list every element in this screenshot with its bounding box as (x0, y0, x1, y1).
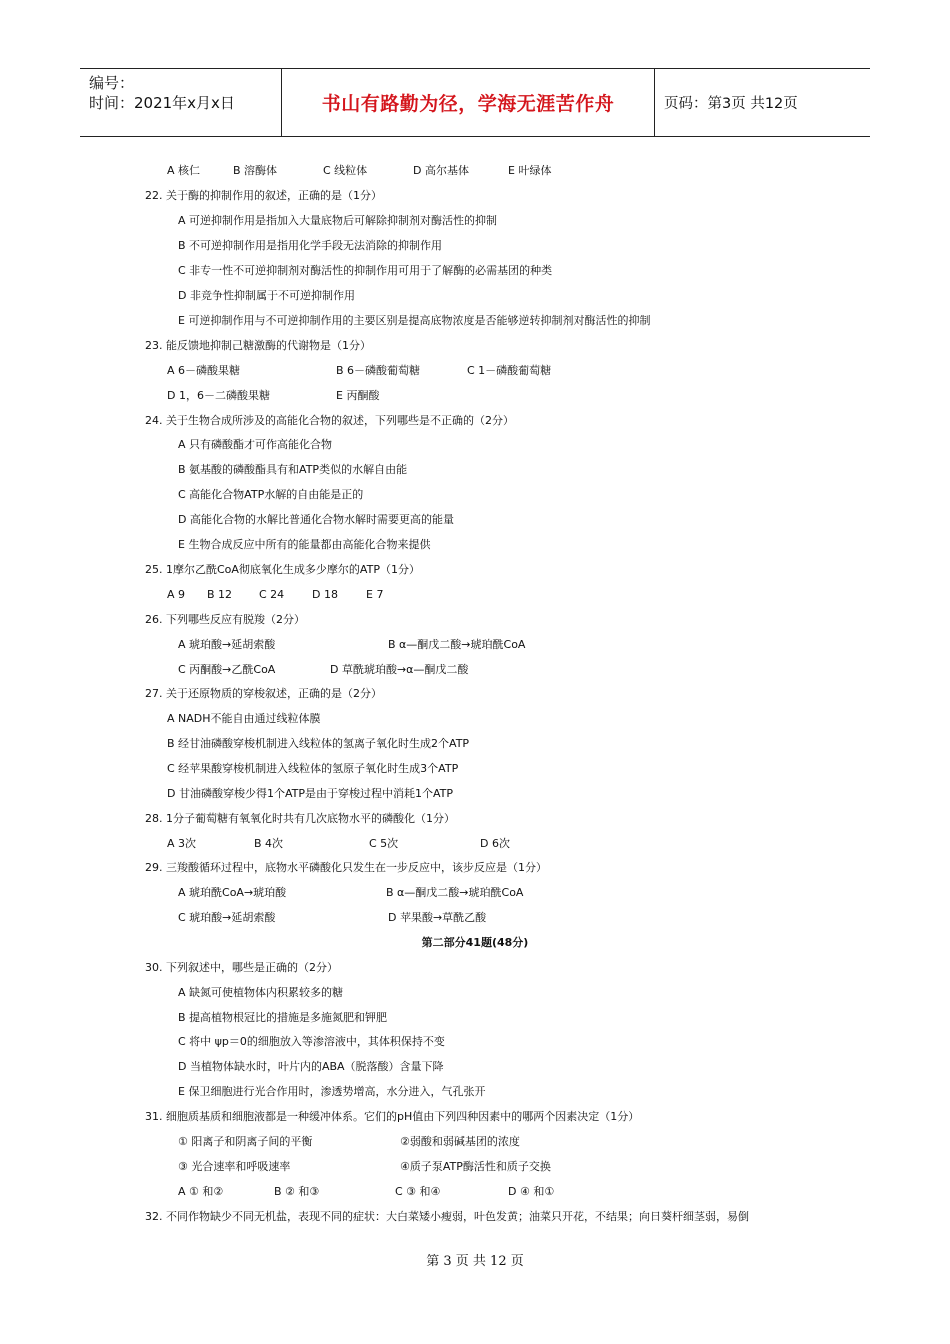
q31-option-d: D ④ 和① (508, 1185, 555, 1198)
section-title: 第二部分41题(48分) (421, 936, 529, 949)
q31-factor-1: ① 阳离子和阴离子间的平衡 (178, 1135, 313, 1148)
q26-option-b: B α—酮戊二酸→琥珀酰CoA (388, 638, 526, 651)
q22-option-b: B 不可逆抑制作用是指用化学手段无法消除的抑制作用 (178, 239, 443, 252)
q22-option-d: D 非竞争性抑制属于不可逆抑制作用 (178, 289, 355, 302)
q22-option-a: A 可逆抑制作用是指加入大量底物后可解除抑制剂对酶活性的抑制 (178, 214, 498, 227)
q29-option-a: A 琥珀酰CoA→琥珀酸 (178, 886, 287, 899)
q22-option-e: E 可逆抑制作用与不可逆抑制作用的主要区别是提高底物浓度是否能够逆转抑制剂对酶活性的抑制 (178, 314, 651, 327)
q28-stem: 28. 1分子葡萄糖有氧氧化时共有几次底物水平的磷酸化（1分） (145, 812, 455, 825)
q25-option-d: D 18 (312, 588, 338, 601)
q27-option-d: D 甘油磷酸穿梭少得1个ATP是由于穿梭过程中消耗1个ATP (167, 787, 454, 800)
q27-option-b: B 经甘油磷酸穿梭机制进入线粒体的氢离子氧化时生成2个ATP (167, 737, 470, 750)
q28-option-a: A 3次 (167, 837, 197, 850)
q21-option-b: B 溶酶体 (233, 164, 278, 177)
q23-option-d: D 1，6－二磷酸果糖 (167, 389, 270, 402)
q27-option-a: A NADH不能自由通过线粒体膜 (167, 712, 321, 725)
q21-option-d: D 高尔基体 (413, 164, 469, 177)
q25-option-c: C 24 (259, 588, 285, 601)
q25-stem: 25. 1摩尔乙酰CoA彻底氧化生成多少摩尔的ATP（1分） (145, 563, 420, 576)
q25-option-a: A 9 (167, 588, 186, 601)
q30-option-e: E 保卫细胞进行光合作用时，渗透势增高，水分进入，气孔张开 (178, 1085, 486, 1098)
q30-option-b: B 提高植物根冠比的措施是多施氮肥和钾肥 (178, 1011, 388, 1024)
q29-option-d: D 苹果酸→草酰乙酸 (388, 911, 487, 924)
q31-factor-3: ③ 光合速率和呼吸速率 (178, 1160, 291, 1173)
q27-option-c: C 经苹果酸穿梭机制进入线粒体的氢原子氧化时生成3个ATP (167, 762, 459, 775)
code-label: 编号： (89, 74, 135, 92)
q31-option-b: B ② 和③ (274, 1185, 320, 1198)
q31-factor-2: ②弱酸和弱碱基团的浓度 (400, 1135, 520, 1148)
q31-option-c: C ③ 和④ (395, 1185, 441, 1198)
q24-option-d: D 高能化合物的水解比普通化合物水解时需要更高的能量 (178, 513, 454, 526)
q21-option-a: A 核仁 (167, 164, 201, 177)
q22-stem: 22. 关于酶的抑制作用的叙述，正确的是（1分） (145, 189, 382, 202)
q23-option-c: C 1－磷酸葡萄糖 (467, 364, 552, 377)
q28-option-d: D 6次 (480, 837, 510, 850)
q25-option-b: B 12 (207, 588, 233, 601)
q27-stem: 27. 关于还原物质的穿梭叙述，正确的是（2分） (145, 687, 382, 700)
q21-option-e: E 叶绿体 (508, 164, 552, 177)
q31-option-a: A ① 和② (178, 1185, 224, 1198)
q26-option-a: A 琥珀酸→延胡索酸 (178, 638, 276, 651)
q29-stem: 29. 三羧酸循环过程中，底物水平磷酸化只发生在一步反应中，该步反应是（1分） (145, 861, 547, 874)
q24-option-b: B 氨基酸的磷酸酯具有和ATP类似的水解自由能 (178, 463, 408, 476)
q28-option-c: C 5次 (369, 837, 399, 850)
q32-stem: 32. 不同作物缺少不同无机盐，表现不同的症状：大白菜矮小瘦弱，叶色发黄；油菜只开花，不结果；向日葵杆细茎弱，易倒 (145, 1210, 749, 1223)
q24-option-e: E 生物合成反应中所有的能量都由高能化合物来提供 (178, 538, 431, 551)
header-page-label: 页码：第3页 共12页 (664, 96, 798, 112)
q26-option-c: C 丙酮酸→乙酰CoA (178, 663, 276, 676)
q23-option-e: E 丙酮酸 (336, 389, 380, 402)
time-label: 时间：2021年x月x日 (89, 94, 235, 112)
page-footer: 第 3 页 共 12 页 (426, 1254, 524, 1269)
q21-option-c: C 线粒体 (323, 164, 368, 177)
q29-option-b: B α—酮戊二酸→琥珀酰CoA (386, 886, 524, 899)
header-meta (80, 69, 281, 136)
header-motto: 书山有路勤为径，学海无涯苦作舟 (281, 69, 655, 136)
page-header (80, 68, 870, 137)
q25-option-e: E 7 (366, 588, 384, 601)
q23-option-a: A 6－磷酸果糖 (167, 364, 241, 377)
q30-option-a: A 缺氮可使植物体内积累较多的糖 (178, 986, 344, 999)
q24-option-c: C 高能化合物ATP水解的自由能是正的 (178, 488, 364, 501)
q30-stem: 30. 下列叙述中，哪些是正确的（2分） (145, 961, 338, 974)
q23-option-b: B 6－磷酸葡萄糖 (336, 364, 421, 377)
q28-option-b: B 4次 (254, 837, 284, 850)
q26-stem: 26. 下列哪些反应有脱羧（2分） (145, 613, 305, 626)
q23-stem: 23. 能反馈地抑制己糖激酶的代谢物是（1分） (145, 339, 371, 352)
q26-option-d: D 草酰琥珀酸→α—酮戊二酸 (330, 663, 469, 676)
q22-option-c: C 非专一性不可逆抑制剂对酶活性的抑制作用可用于了解酶的必需基团的种类 (178, 264, 553, 277)
q30-option-d: D 当植物体缺水时，叶片内的ABA（脱落酸）含量下降 (178, 1060, 444, 1073)
q29-option-c: C 琥珀酸→延胡索酸 (178, 911, 276, 924)
q24-option-a: A 只有磷酸酯才可作高能化合物 (178, 438, 333, 451)
q30-option-c: C 将中 ψp＝0的细胞放入等渗溶液中，其体积保持不变 (178, 1035, 445, 1048)
q31-stem: 31. 细胞质基质和细胞液都是一种缓冲体系。它们的pH值由下列四种因素中的哪两个因素决定（1分） (145, 1110, 640, 1123)
q31-factor-4: ④质子泵ATP酶活性和质子交换 (400, 1160, 551, 1173)
q24-stem: 24. 关于生物合成所涉及的高能化合物的叙述，下列哪些是不正确的（2分） (145, 414, 514, 427)
